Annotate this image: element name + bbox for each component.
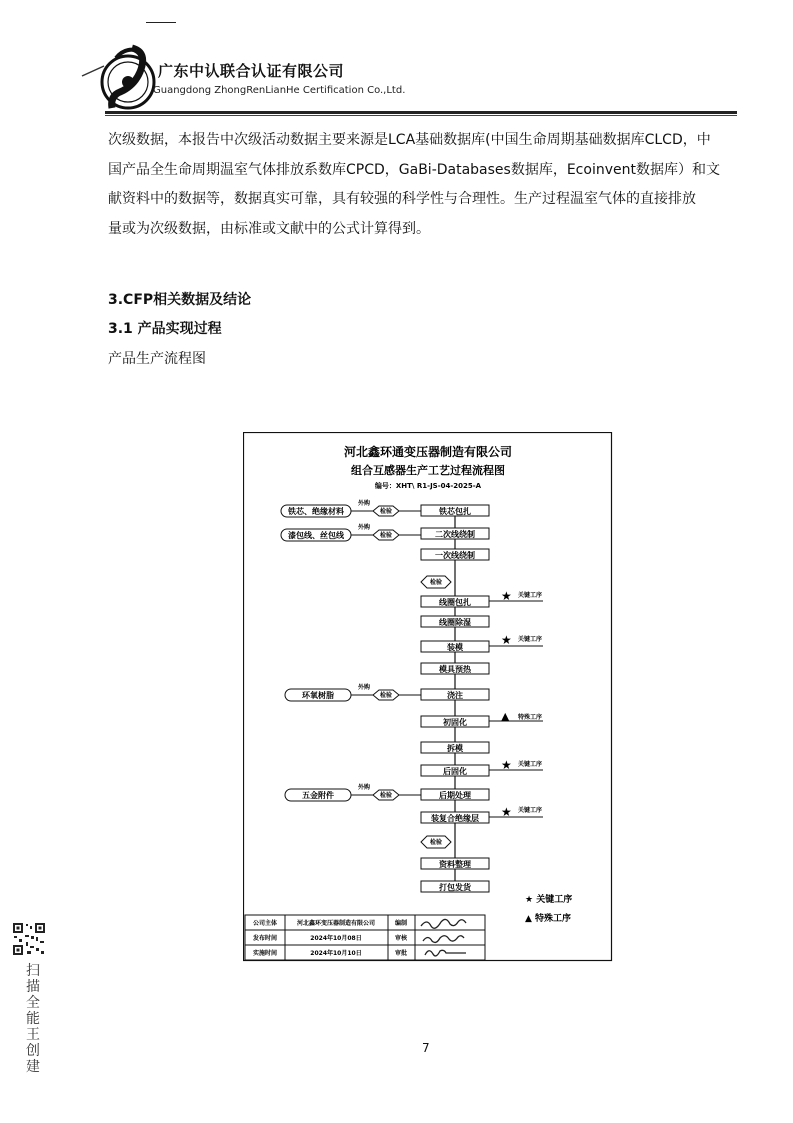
legend-key: ★ 关键工序: [525, 895, 573, 905]
svg-text:关键工序: 关键工序: [518, 807, 543, 814]
process-step: [421, 881, 489, 892]
svg-text:审核: 审核: [394, 935, 408, 942]
svg-text:外购: 外购: [357, 500, 371, 507]
svg-text:外购: 外购: [357, 524, 371, 531]
svg-text:编制: 编制: [394, 920, 408, 927]
svg-text:铁芯包扎: 铁芯包扎: [439, 507, 471, 516]
process-step: [421, 616, 489, 627]
subsection-heading: 3.1 产品实现过程: [108, 321, 222, 337]
svg-text:后期处理: 后期处理: [439, 791, 471, 800]
body-line: 献资料中的数据等，数据真实可靠，具有较强的科学性与合理性。生产过程温室气体的直接排放: [108, 191, 696, 207]
inspection-node: [421, 576, 451, 588]
svg-text:后固化: 后固化: [443, 767, 467, 776]
svg-text:检验: 检验: [379, 532, 393, 539]
company-name-cn: 广东中认联合认证有限公司: [158, 62, 345, 80]
svg-text:检验: 检验: [379, 508, 393, 515]
company-logo: [76, 38, 162, 112]
svg-text:装复合绝缘层: 装复合绝缘层: [431, 814, 479, 823]
body-line: 国产品全生命周期温室气体排放系数库CPCD，GaBi-Databases数据库，Ecoinvent数据库）和文: [108, 161, 720, 178]
qr-code-icon: [12, 922, 46, 956]
svg-text:检验: 检验: [379, 692, 393, 699]
body-line: 次级数据，本报告中次级活动数据主要来源是LCA基础数据库(中国生命周期基础数据库CLCD，中: [108, 132, 711, 148]
legend-special: ▲ 特殊工序: [525, 914, 572, 924]
star-icon: ★: [501, 633, 512, 647]
svg-text:外购: 外购: [357, 684, 371, 691]
star-icon: ★: [501, 589, 512, 603]
svg-text:五金附件: 五金附件: [302, 791, 334, 800]
scanner-watermark: 扫 描 全 能 王 创 建: [26, 963, 40, 1075]
svg-text:发布时间: 发布时间: [252, 935, 278, 942]
svg-text:资料整理: 资料整理: [439, 860, 471, 869]
process-flowchart: [243, 432, 613, 962]
process-step: [421, 812, 489, 823]
process-step: [421, 742, 489, 753]
process-step: [421, 528, 489, 539]
svg-text:关键工序: 关键工序: [518, 761, 543, 768]
svg-text:特殊工序: 特殊工序: [518, 714, 543, 721]
header-rule-thin: [105, 115, 737, 116]
svg-text:环氧树脂: 环氧树脂: [302, 691, 334, 700]
svg-text:浇注: 浇注: [447, 691, 463, 700]
svg-text:铁芯、绝缘材料: 铁芯、绝缘材料: [288, 507, 344, 516]
triangle-icon: ▲: [501, 710, 510, 723]
svg-text:河北鑫环变压器制造有限公司: 河北鑫环变压器制造有限公司: [296, 920, 376, 927]
svg-text:关键工序: 关键工序: [518, 636, 543, 643]
top-mark-line: [146, 22, 176, 23]
approval-table: [245, 915, 485, 960]
svg-text:检验: 检验: [429, 839, 443, 846]
svg-text:外购: 外购: [357, 784, 371, 791]
svg-text:二次线绕制: 二次线绕制: [435, 530, 475, 539]
svg-text:初固化: 初固化: [443, 718, 467, 727]
svg-text:拆模: 拆模: [447, 744, 463, 753]
page-number: 7: [422, 1041, 430, 1055]
process-step: [421, 765, 489, 776]
svg-text:2024年10月08日: 2024年10月08日: [310, 935, 362, 942]
svg-text:2024年10月10日: 2024年10月10日: [310, 950, 362, 957]
process-step: [421, 858, 489, 869]
flowchart-subtitle: 组合互感器生产工艺过程流程图: [351, 464, 505, 477]
process-step: [421, 663, 489, 674]
svg-text:打包发货: 打包发货: [439, 883, 471, 892]
svg-text:漆包线、丝包线: 漆包线、丝包线: [288, 531, 344, 540]
svg-text:装模: 装模: [447, 643, 463, 652]
svg-text:一次线绕制: 一次线绕制: [435, 551, 475, 560]
inspection-node: [421, 836, 451, 848]
star-icon: ★: [501, 805, 512, 819]
svg-text:公司主体: 公司主体: [252, 920, 278, 927]
flowchart-title: 河北鑫环通变压器制造有限公司: [343, 445, 513, 459]
body-line: 量或为次级数据，由标准或文献中的公式计算得到。: [108, 220, 430, 237]
process-step: [421, 689, 489, 700]
svg-text:审批: 审批: [394, 950, 408, 957]
svg-text:线圈包扎: 线圈包扎: [439, 598, 471, 607]
process-step: [421, 716, 489, 727]
svg-text:检验: 检验: [379, 792, 393, 799]
star-icon: ★: [501, 758, 512, 772]
section-heading: 3.CFP相关数据及结论: [108, 292, 252, 308]
svg-text:检验: 检验: [429, 579, 443, 586]
process-step: [421, 641, 489, 652]
process-step: [421, 505, 489, 516]
process-step: [421, 789, 489, 800]
body-paragraph: [108, 126, 740, 244]
company-name-en: Guangdong ZhongRenLianHe Certification Co.,Ltd.: [153, 85, 406, 96]
header-rule: [105, 111, 737, 114]
flowchart-code: 编号：XHT\ R1-JS-04-2025-A: [374, 482, 482, 490]
svg-text:模具预热: 模具预热: [439, 665, 471, 674]
svg-text:关键工序: 关键工序: [518, 592, 543, 599]
figure-caption: 产品生产流程图: [108, 351, 206, 367]
process-step: [421, 549, 489, 560]
process-step: [421, 596, 489, 607]
svg-text:线圈除湿: 线圈除湿: [439, 618, 471, 627]
svg-text:实施时间: 实施时间: [252, 950, 278, 957]
